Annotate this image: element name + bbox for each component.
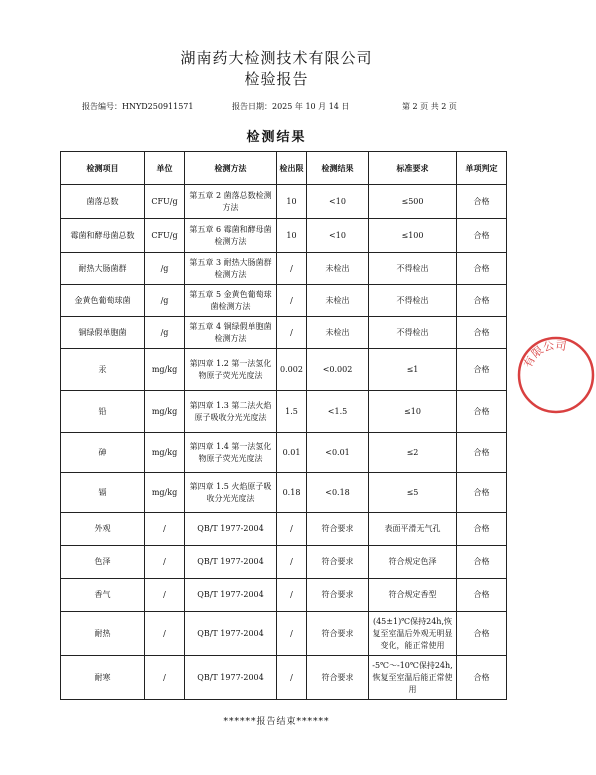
item-cell: 耐热 xyxy=(61,612,145,656)
item-cell: 外观 xyxy=(61,513,145,546)
limit-cell: / xyxy=(277,579,307,612)
method-cell: 第四章 1.3 第二法火焰原子吸收分光光度法 xyxy=(185,391,277,433)
limit-cell: / xyxy=(277,656,307,700)
result-cell: <0.18 xyxy=(307,473,369,513)
unit-cell: mg/kg xyxy=(145,433,185,473)
unit-cell: /g xyxy=(145,317,185,349)
unit-cell: / xyxy=(145,546,185,579)
item-cell: 耐热大肠菌群 xyxy=(61,253,145,285)
limit-cell: 1.5 xyxy=(277,391,307,433)
result-cell: 符合要求 xyxy=(307,546,369,579)
unit-cell: CFU/g xyxy=(145,185,185,219)
unit-cell: mg/kg xyxy=(145,473,185,513)
method-cell: 第五章 2 菌落总数检测方法 xyxy=(185,185,277,219)
item-cell: 耐寒 xyxy=(61,656,145,700)
result-cell: 未检出 xyxy=(307,253,369,285)
table-row xyxy=(61,349,507,391)
verdict-cell: 合格 xyxy=(457,612,507,656)
standard-cell: 不得检出 xyxy=(369,285,457,317)
limit-cell: 10 xyxy=(277,185,307,219)
method-cell: QB/T 1977-2004 xyxy=(185,612,277,656)
section-title: 检测结果 xyxy=(246,130,307,145)
unit-cell: mg/kg xyxy=(145,349,185,391)
seal-text: 有限公司 xyxy=(521,338,568,370)
table-row xyxy=(61,219,507,253)
result-cell: <0.002 xyxy=(307,349,369,391)
company-seal xyxy=(516,335,596,415)
report-end-marker: ******报告结束****** xyxy=(223,717,330,727)
unit-cell: /g xyxy=(145,285,185,317)
verdict-cell: 合格 xyxy=(457,656,507,700)
item-cell: 镉 xyxy=(61,473,145,513)
svg-text:有限公司 xyxy=(521,339,567,370)
column-header: 检出限 xyxy=(277,152,307,185)
page-info: 第 2 页 共 2 页 xyxy=(402,102,457,111)
method-cell: 第五章 4 铜绿假单胞菌检测方法 xyxy=(185,317,277,349)
method-cell: 第五章 5 金黄色葡萄球菌检测方法 xyxy=(185,285,277,317)
verdict-cell: 合格 xyxy=(457,317,507,349)
standard-cell: ≤1 xyxy=(369,349,457,391)
standard-cell: 不得检出 xyxy=(369,317,457,349)
result-cell: <1.5 xyxy=(307,391,369,433)
table-row xyxy=(61,433,507,473)
column-header: 检测结果 xyxy=(307,152,369,185)
result-cell: <10 xyxy=(307,185,369,219)
item-cell: 铅 xyxy=(61,391,145,433)
table-row xyxy=(61,317,507,349)
table-header-row xyxy=(61,152,507,185)
column-header: 检测项目 xyxy=(61,152,145,185)
verdict-cell: 合格 xyxy=(457,349,507,391)
method-cell: 第四章 1.4 第一法氢化物原子荧光光度法 xyxy=(185,433,277,473)
report-date: 报告日期：2025 年 10 月 14 日 xyxy=(232,102,350,111)
method-cell: 第四章 1.2 第一法氢化物原子荧光光度法 xyxy=(185,349,277,391)
limit-cell: / xyxy=(277,546,307,579)
method-cell: QB/T 1977-2004 xyxy=(185,513,277,546)
item-cell: 香气 xyxy=(61,579,145,612)
standard-cell: ≤5 xyxy=(369,473,457,513)
verdict-cell: 合格 xyxy=(457,391,507,433)
item-cell: 色泽 xyxy=(61,546,145,579)
report-number: 报告编号：HNYD250911571 xyxy=(82,102,194,111)
method-cell: 第五章 3 耐热大肠菌群检测方法 xyxy=(185,253,277,285)
method-cell: 第五章 6 霉菌和酵母菌检测方法 xyxy=(185,219,277,253)
column-header: 检测方法 xyxy=(185,152,277,185)
item-cell: 汞 xyxy=(61,349,145,391)
table-row xyxy=(61,473,507,513)
standard-cell: 表面平滑无气孔 xyxy=(369,513,457,546)
standard-cell: 符合规定色泽 xyxy=(369,546,457,579)
table-row xyxy=(61,253,507,285)
unit-cell: / xyxy=(145,579,185,612)
standard-cell: (45±1)℃保持24h,恢复至室温后外观无明显变化，能正常使用 xyxy=(369,612,457,656)
results-table xyxy=(60,151,507,700)
item-cell: 砷 xyxy=(61,433,145,473)
verdict-cell: 合格 xyxy=(457,253,507,285)
verdict-cell: 合格 xyxy=(457,513,507,546)
verdict-cell: 合格 xyxy=(457,579,507,612)
column-header: 单位 xyxy=(145,152,185,185)
unit-cell: mg/kg xyxy=(145,391,185,433)
verdict-cell: 合格 xyxy=(457,433,507,473)
verdict-cell: 合格 xyxy=(457,285,507,317)
verdict-cell: 合格 xyxy=(457,219,507,253)
item-cell: 霉菌和酵母菌总数 xyxy=(61,219,145,253)
result-cell: 未检出 xyxy=(307,317,369,349)
result-cell: <0.01 xyxy=(307,433,369,473)
table-row xyxy=(61,656,507,700)
unit-cell: CFU/g xyxy=(145,219,185,253)
limit-cell: 10 xyxy=(277,219,307,253)
verdict-cell: 合格 xyxy=(457,546,507,579)
result-cell: 符合要求 xyxy=(307,656,369,700)
verdict-cell: 合格 xyxy=(457,185,507,219)
standard-cell: 不得检出 xyxy=(369,253,457,285)
standard-cell: ≤2 xyxy=(369,433,457,473)
result-cell: 符合要求 xyxy=(307,579,369,612)
method-cell: QB/T 1977-2004 xyxy=(185,546,277,579)
limit-cell: / xyxy=(277,285,307,317)
table-row xyxy=(61,612,507,656)
unit-cell: / xyxy=(145,612,185,656)
unit-cell: / xyxy=(145,656,185,700)
limit-cell: 0.18 xyxy=(277,473,307,513)
method-cell: 第四章 1.5 火焰原子吸收分光光度法 xyxy=(185,473,277,513)
limit-cell: 0.01 xyxy=(277,433,307,473)
limit-cell: / xyxy=(277,253,307,285)
company-name: 湖南药大检测技术有限公司 xyxy=(180,49,373,67)
result-cell: 符合要求 xyxy=(307,513,369,546)
result-cell: 符合要求 xyxy=(307,612,369,656)
item-cell: 菌落总数 xyxy=(61,185,145,219)
table-row xyxy=(61,185,507,219)
limit-cell: 0.002 xyxy=(277,349,307,391)
method-cell: QB/T 1977-2004 xyxy=(185,579,277,612)
column-header: 标准要求 xyxy=(369,152,457,185)
result-cell: <10 xyxy=(307,219,369,253)
result-cell: 未检出 xyxy=(307,285,369,317)
table-row xyxy=(61,285,507,317)
unit-cell: /g xyxy=(145,253,185,285)
limit-cell: / xyxy=(277,612,307,656)
standard-cell: -5℃～-10℃保持24h,恢复至室温后能正常使用 xyxy=(369,656,457,700)
limit-cell: / xyxy=(277,513,307,546)
method-cell: QB/T 1977-2004 xyxy=(185,656,277,700)
table-row xyxy=(61,546,507,579)
item-cell: 铜绿假单胞菌 xyxy=(61,317,145,349)
limit-cell: / xyxy=(277,317,307,349)
item-cell: 金黄色葡萄球菌 xyxy=(61,285,145,317)
standard-cell: 符合规定香型 xyxy=(369,579,457,612)
table-row xyxy=(61,513,507,546)
table-row xyxy=(61,579,507,612)
report-title: 检验报告 xyxy=(244,70,309,88)
standard-cell: ≤10 xyxy=(369,391,457,433)
column-header: 单项判定 xyxy=(457,152,507,185)
standard-cell: ≤100 xyxy=(369,219,457,253)
unit-cell: / xyxy=(145,513,185,546)
table-row xyxy=(61,391,507,433)
standard-cell: ≤500 xyxy=(369,185,457,219)
verdict-cell: 合格 xyxy=(457,473,507,513)
